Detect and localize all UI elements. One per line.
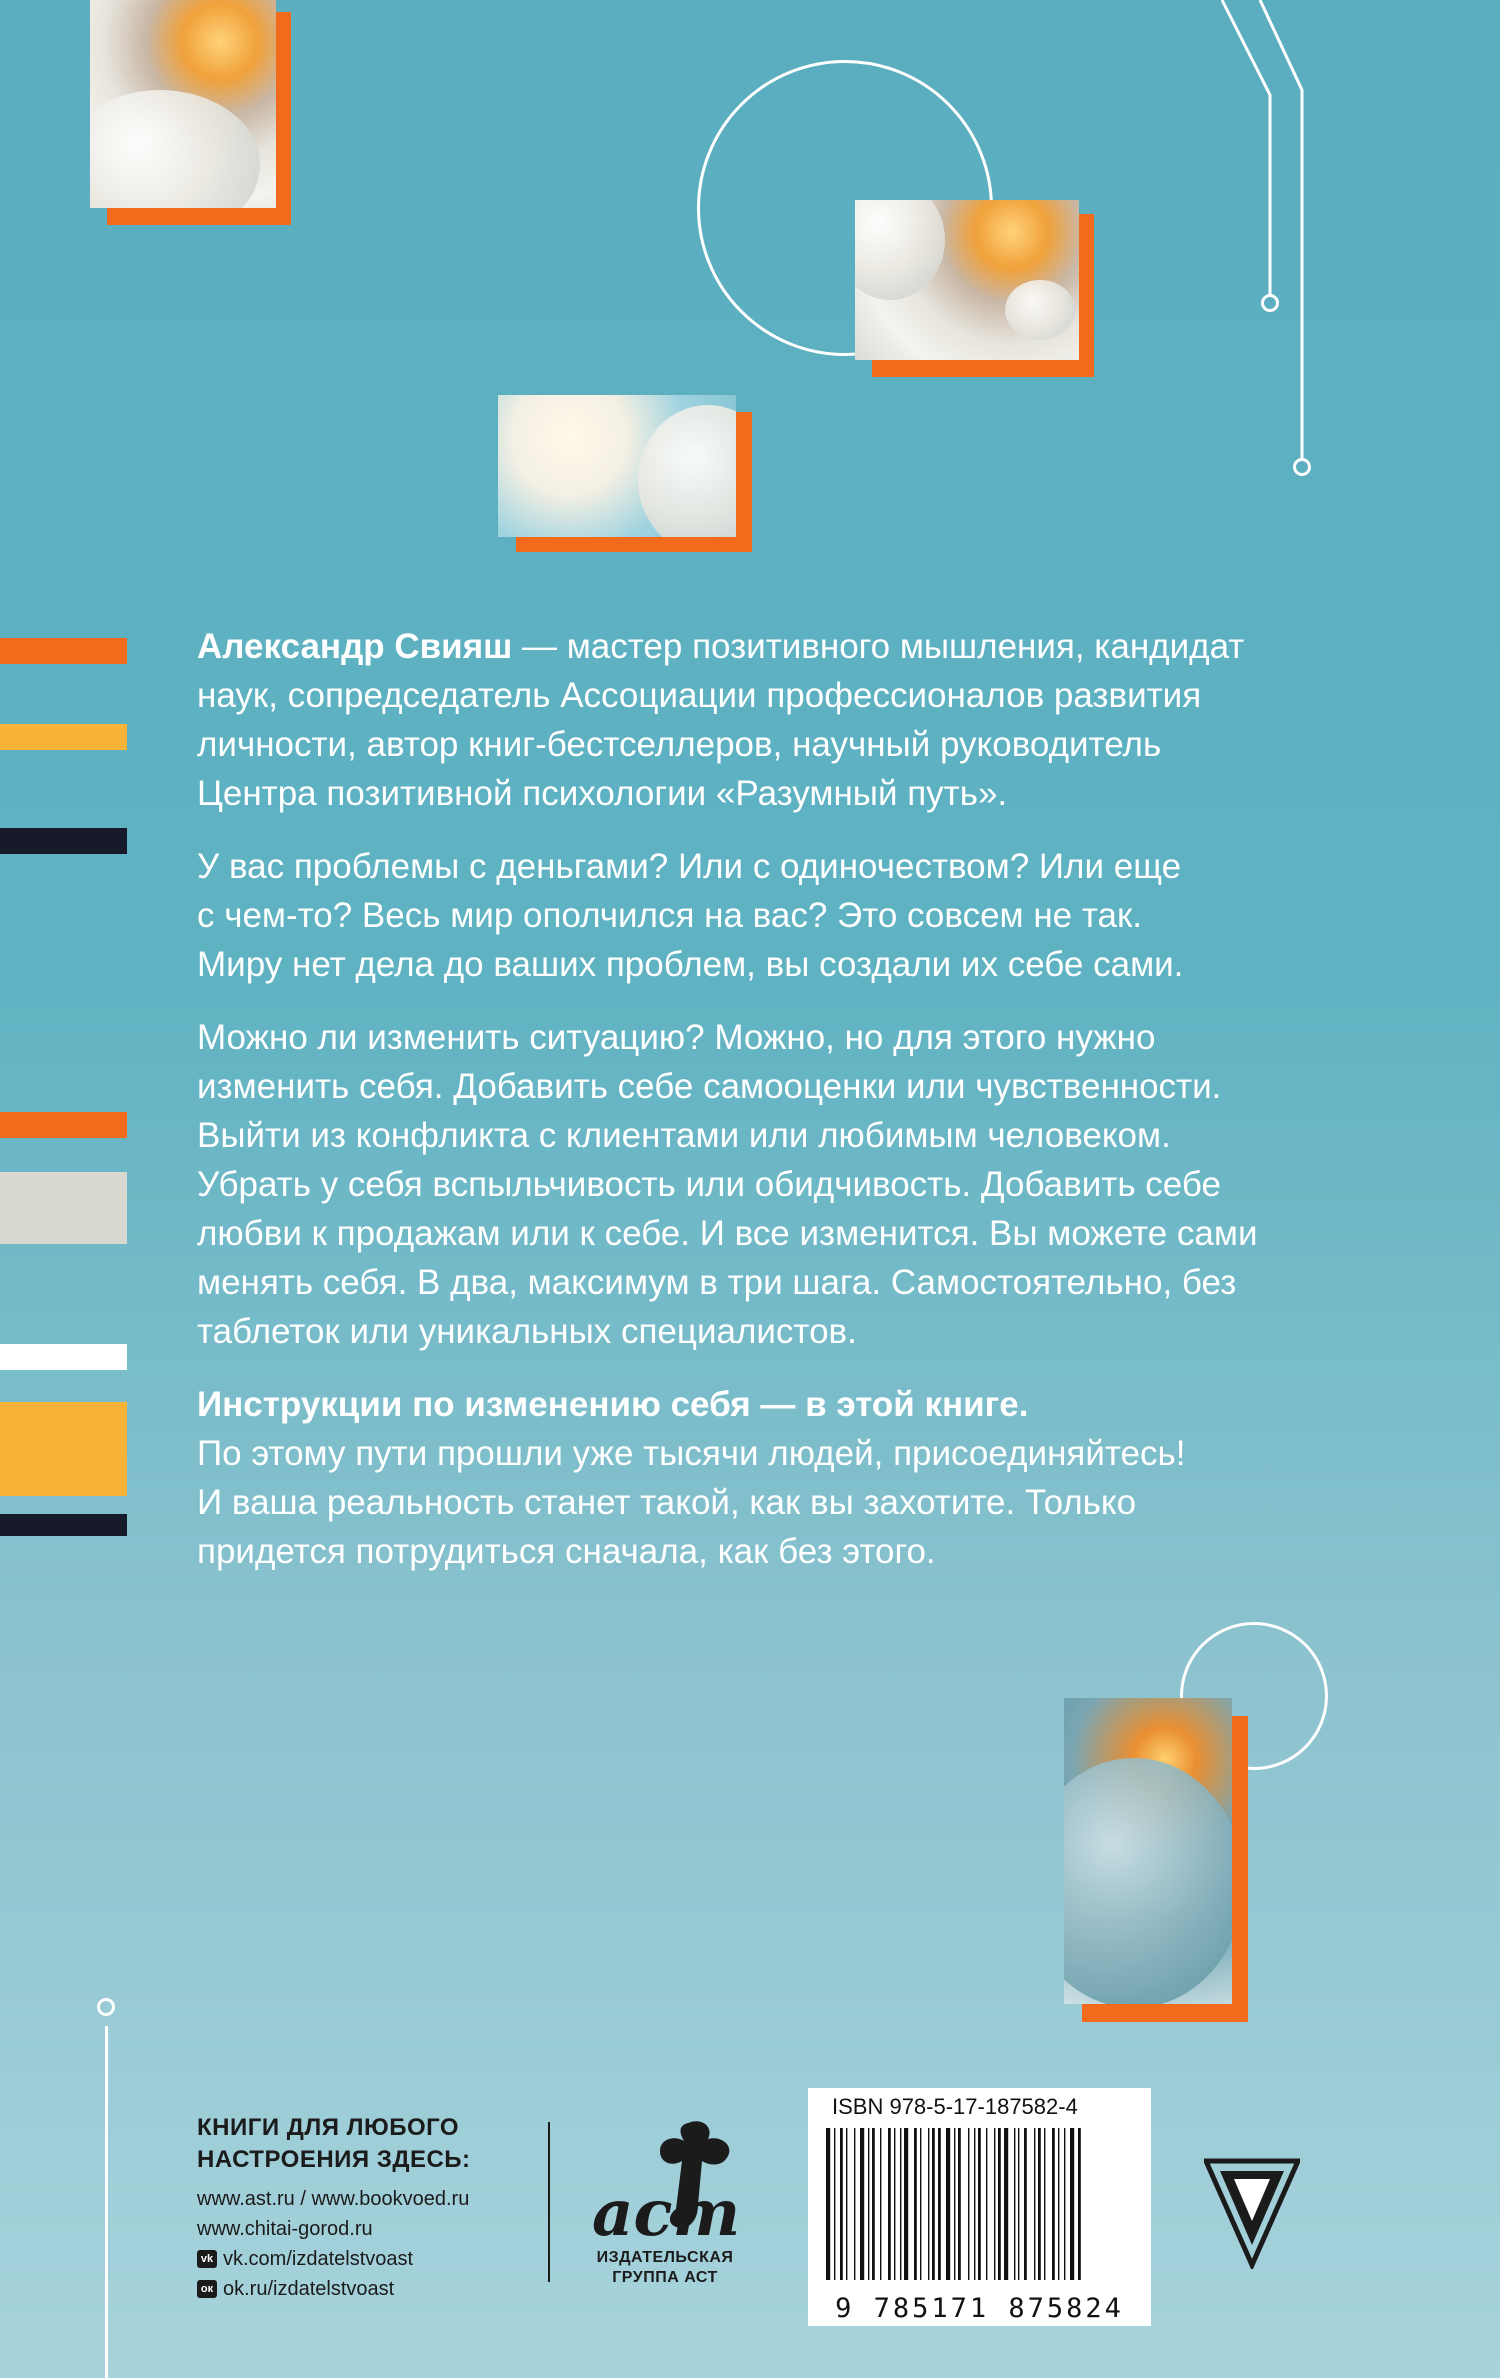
where-to-buy [197, 2112, 471, 2304]
barcode-stripe [928, 2128, 929, 2280]
barcode-stripe [1034, 2128, 1035, 2280]
footer-title-line2: НАСТРОЕНИЯ ЗДЕСЬ: [197, 2146, 471, 2173]
barcode-stripe [900, 2128, 901, 2280]
barcode-stripe [1052, 2128, 1055, 2280]
color-bar [0, 1514, 127, 1536]
barcode-stripe [920, 2128, 921, 2280]
puzzle-brain-image-2 [855, 200, 1079, 360]
color-bar [0, 1172, 127, 1244]
paragraph-instructions: Инструкции по изменению себя — в этой книге. По этому пути прошли уже тысячи людей, присоединяйтесь! И ваша реальность станет такой, как вы захотите. Только придется потрудиться сначала, как без этого. [197, 1385, 1186, 1571]
vk-icon: vk [197, 2250, 217, 2268]
barcode-stripe [1044, 2128, 1045, 2280]
barcode-stripe [826, 2128, 830, 2280]
color-bar [0, 828, 127, 854]
barcode-stripe [1024, 2128, 1027, 2280]
barcode-digits: 9 785171 875824 [835, 2293, 1124, 2324]
publisher-caption: ИЗДАТЕЛЬСКАЯ ГРУППА АСТ [596, 2249, 734, 2286]
decor-dot-3 [97, 1998, 115, 2016]
brain-image [1064, 1698, 1232, 2004]
barcode-stripe [994, 2128, 995, 2280]
color-bar [0, 1402, 127, 1496]
store-links-1[interactable]: www.ast.ru / www.bookvoed.ru [197, 2188, 470, 2210]
barcode-stripe [986, 2128, 987, 2280]
vk-link[interactable]: vk vk.com/izdatelstvoast [197, 2244, 471, 2274]
barcode-stripe [914, 2128, 917, 2280]
store-links-2[interactable]: www.chitai-gorod.ru [197, 2218, 373, 2240]
decor-circuit-lines [1200, 0, 1320, 490]
barcode-stripe [932, 2128, 935, 2280]
ast-publisher-logo [580, 2115, 750, 2265]
puzzle-brain-image-1 [90, 0, 276, 208]
v-triangle-logo [1204, 2157, 1300, 2269]
instructions-heading: Инструкции по изменению себя — в этой книге. [197, 1385, 1029, 1424]
barcode-stripe [872, 2128, 875, 2280]
barcode-stripe [1078, 2128, 1081, 2280]
barcode [822, 2128, 1137, 2280]
color-bar [0, 724, 127, 750]
decor-dot-1 [1261, 294, 1279, 312]
barcode-stripe [888, 2128, 891, 2280]
barcode-stripe [946, 2128, 950, 2280]
barcode-stripe [1058, 2128, 1059, 2280]
decor-line-left [105, 2026, 108, 2378]
barcode-stripe [1064, 2128, 1065, 2280]
barcode-stripe [998, 2128, 1001, 2280]
barcode-stripe [904, 2128, 908, 2280]
barcode-stripe [1070, 2128, 1074, 2280]
barcode-stripe [840, 2128, 843, 2280]
barcode-stripe [860, 2128, 864, 2280]
barcode-stripe [868, 2128, 869, 2280]
barcode-stripe [894, 2128, 895, 2280]
barcode-stripe [978, 2128, 981, 2280]
ok-icon: ок [197, 2280, 217, 2298]
barcode-stripe [1014, 2128, 1015, 2280]
ok-link[interactable]: ок ok.ru/izdatelstvoast [197, 2274, 471, 2304]
color-bar [0, 1344, 127, 1370]
barcode-stripe [954, 2128, 955, 2280]
puzzle-brain-image-3 [498, 395, 736, 537]
book-description [197, 622, 1267, 1600]
barcode-stripe [846, 2128, 847, 2280]
decor-dot-2 [1293, 458, 1311, 476]
ast-logo-text: аст [592, 2176, 741, 2251]
author-name: Александр Свияш [197, 627, 513, 666]
paragraph-change: Можно ли изменить ситуацию? Можно, но для этого нужно изменить себя. Добавить себе самооценки или чувственности. Выйти из конфликта с клиентами или любимым человеком. Убрать у себя вспыльчивость или обидчивость. Добавить себе любви к продажам или к себе. И все изменится. Вы можете сами менять себя. В два, максимум в три шага. Самостоятельно, без таблеток или уникальных специалистов. [197, 1018, 1258, 1351]
barcode-stripe [968, 2128, 969, 2280]
isbn-label: ISBN 978-5-17-187582-4 [832, 2094, 1078, 2119]
barcode-stripe [1004, 2128, 1008, 2280]
barcode-stripe [958, 2128, 961, 2280]
barcode-stripe [938, 2128, 941, 2280]
footer-title-line1: КНИГИ ДЛЯ ЛЮБОГО [197, 2114, 460, 2141]
barcode-stripe [1038, 2128, 1041, 2280]
barcode-stripe [974, 2128, 975, 2280]
isbn-barcode-block [808, 2088, 1151, 2326]
barcode-stripe [834, 2128, 835, 2280]
barcode-stripe [1018, 2128, 1019, 2280]
paragraph-problems: У вас проблемы с деньгами? Или с одиночеством? Или еще с чем-то? Весь мир ополчился на вас? Это совсем не так. Миру нет дела до ваших проблем, вы создали их себе сами. [197, 847, 1184, 984]
barcode-stripe [880, 2128, 881, 2280]
color-bar [0, 638, 127, 664]
barcode-stripe [854, 2128, 855, 2280]
color-bar [0, 1112, 127, 1138]
author-bio: Александр Свияш — мастер позитивного мышления, кандидат наук, сопредседатель Ассоциации профессионалов развития личности, автор книг-бестселлеров, научный руководитель Центра позитивной психологии «Разумный путь». [197, 627, 1245, 813]
footer-divider [548, 2122, 550, 2282]
